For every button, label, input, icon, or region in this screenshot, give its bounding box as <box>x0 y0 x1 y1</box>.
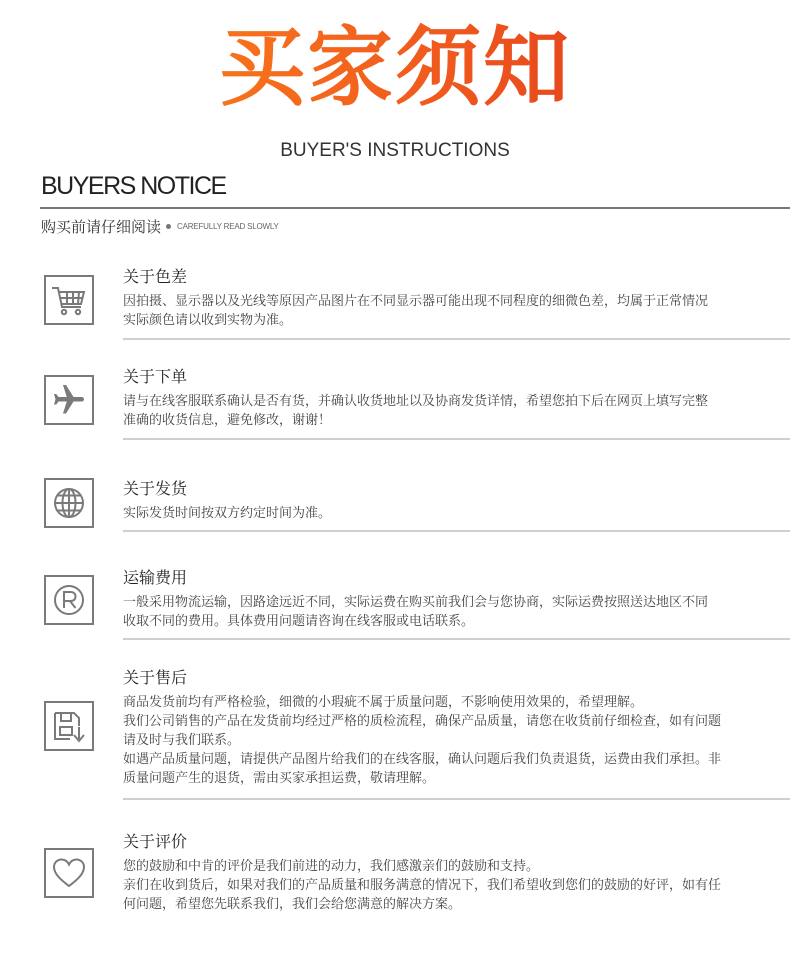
icon-frame <box>44 375 94 425</box>
read-carefully-cn: 购买前请仔细阅读 <box>41 218 162 236</box>
page-title: 买家须知 <box>0 18 790 118</box>
body-line: 我们公司销售的产品在发货前均经过严格的质检流程，确保产品质量，请您在收货前仔细检查，如有问题 <box>123 714 722 729</box>
notice-heading: BUYERS NOTICE <box>41 172 226 200</box>
section-divider <box>123 798 790 800</box>
section-body <box>123 693 768 788</box>
registered-icon <box>50 581 88 619</box>
section-divider <box>123 338 790 340</box>
section-divider <box>123 438 790 440</box>
bullet-dot <box>166 224 171 229</box>
page-subtitle: BUYER'S INSTRUCTIONS <box>280 140 510 161</box>
airplane-icon <box>51 382 87 418</box>
body-line: 质量问题产生的退货，需由买家承担运费，敬请理解。 <box>123 771 436 786</box>
section-body <box>123 292 768 330</box>
body-line: 请及时与我们联系。 <box>123 733 241 748</box>
section-title: 关于售后 <box>123 668 188 687</box>
section-title: 关于色差 <box>123 267 188 286</box>
shopping-cart-icon <box>49 280 89 320</box>
icon-frame <box>44 701 94 751</box>
read-carefully-en: CAREFULLY READ SLOWLY <box>177 222 279 231</box>
section-body <box>123 593 768 631</box>
globe-icon <box>51 485 87 521</box>
icon-frame <box>44 848 94 898</box>
icon-frame <box>44 478 94 528</box>
return-box-icon <box>50 707 88 745</box>
section-body <box>123 392 768 430</box>
section-divider <box>123 638 790 640</box>
section-title: 关于评价 <box>123 832 188 851</box>
body-line: 因拍摄、显示器以及光线等原因产品图片在不同显示器可能出现不同程度的细微色差，均属于正常情况 <box>123 294 709 309</box>
section-title: 关于发货 <box>123 479 188 498</box>
body-line: 准确的收货信息，避免修改，谢谢！ <box>123 413 332 428</box>
read-carefully-row <box>41 216 279 237</box>
body-line: 一般采用物流运输，因路途远近不同，实际运费在购买前我们会与您协商，实际运费按照送达地区不同 <box>123 595 709 610</box>
body-line: 如遇产品质量问题，请提供产品图片给我们的在线客服，确认问题后我们负责退货，运费由我们承担。非 <box>123 752 722 767</box>
body-line: 您的鼓励和中肯的评价是我们前进的动力，我们感激亲们的鼓励和支持。 <box>123 859 540 874</box>
section-body <box>123 857 768 914</box>
body-line: 实际颜色请以收到实物为准。 <box>123 313 293 328</box>
heart-icon <box>51 856 87 890</box>
body-line: 实际发货时间按双方约定时间为准。 <box>123 506 332 521</box>
body-line: 收取不同的费用。具体费用问题请咨询在线客服或电话联系。 <box>123 614 475 629</box>
section-body <box>123 504 768 523</box>
section-title: 关于下单 <box>123 367 188 386</box>
body-line: 请与在线客服联系确认是否有货，并确认收货地址以及协商发货详情，希望您拍下后在网页上填写完整 <box>123 394 709 409</box>
section-title: 运输费用 <box>123 568 188 587</box>
section-divider <box>123 530 790 532</box>
body-line: 亲们在收到货后，如果对我们的产品质量和服务满意的情况下，我们希望收到您们的鼓励的好评，如有任 <box>123 878 722 893</box>
body-line: 商品发货前均有严格检验，细微的小瑕疵不属于质量问题，不影响使用效果的，希望理解。 <box>123 695 644 710</box>
icon-frame <box>44 275 94 325</box>
body-line: 何问题，希望您先联系我们，我们会给您满意的解决方案。 <box>123 897 462 912</box>
icon-frame <box>44 575 94 625</box>
heading-divider <box>40 207 790 209</box>
